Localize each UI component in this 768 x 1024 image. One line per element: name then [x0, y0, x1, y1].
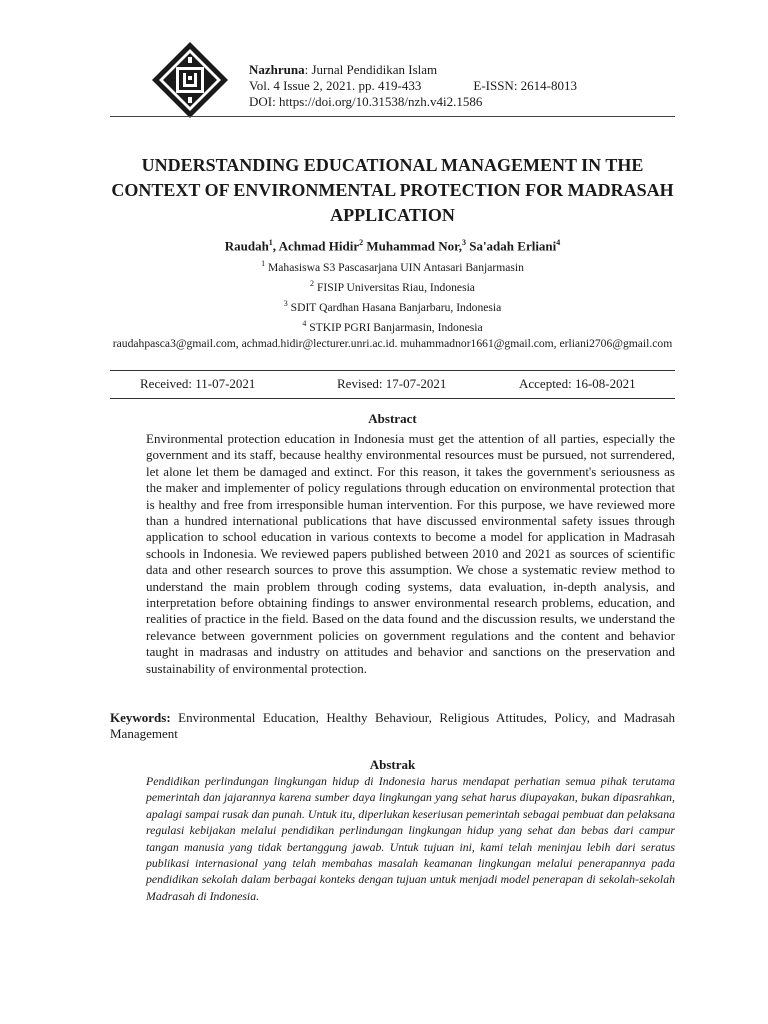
author-sup: 1	[268, 238, 273, 247]
journal-subtitle: : Jurnal Pendidikan Islam	[304, 62, 438, 77]
keywords	[110, 710, 675, 742]
abstract-heading: Abstract	[368, 411, 417, 426]
author-sup: 4	[556, 238, 561, 247]
paper-title: UNDERSTANDING EDUCATIONAL MANAGEMENT IN THE CONTEXT OF ENVIRONMENTAL PROTECTION FOR MADRASAH APPLICATION	[111, 155, 674, 225]
author-name: Muhammad Nor,	[363, 238, 462, 254]
eissn: E-ISSN: 2614-8013	[473, 78, 578, 93]
affiliations	[90, 256, 695, 352]
affiliation-sup: 4	[302, 319, 307, 329]
affiliation-text: STKIP PGRI Banjarmasin, Indonesia	[306, 321, 483, 335]
journal-header	[249, 62, 679, 110]
affiliation	[90, 276, 695, 296]
volume-info: Vol. 4 Issue 2, 2021. pp. 419-433	[249, 78, 422, 93]
keywords-label: Keywords:	[110, 710, 171, 725]
keywords-text: Environmental Education, Healthy Behaviour, Religious Attitudes, Policy, and Madrasah Management	[110, 710, 675, 741]
author-sup: 2	[359, 238, 364, 247]
author-name: Sa'adah Erliani	[465, 238, 557, 254]
abstrak-text: Pendidikan perlindungan lingkungan hidup di Indonesia harus mendapat perhatian semua pihak terutama pemerintah dan jajarannya karena sumber daya lingkungan yang sehat harus diupayakan, bukan dipasrahkan, apalagi sampai rusak dan punah. Untuk itu, diperlukan keseriusan pemerintah sebagai pembuat dan pelaksana regulasi kebijakan melalui pendidikan perlindungan lingkungan hidup yang sehat dan bebas dari campur tangan manusia yang tidak bertanggung jawab. Untuk tujuan ini, kami telah meninjau lebih dari seratus publikasi internasional yang telah membahas masalah keamanan lingkungan melalui penerapannya pada pendidikan sekolah dalam berbagai konteks dengan tujuan untuk menjadi model penerapan di sekolah-sekolah Madrasah di Indonesia.	[146, 774, 675, 903]
header-divider	[110, 116, 675, 117]
received-date: Received: 11-07-2021	[140, 376, 256, 391]
affiliation-text: SDIT Qardhan Hasana Banjarbaru, Indonesia	[287, 300, 502, 314]
accepted-date: Accepted: 16-08-2021	[519, 376, 636, 391]
submission-dates	[110, 370, 675, 399]
author-emails[interactable]: raudahpasca3@gmail.com, achmad.hidir@lecturer.unri.ac.id. muhammadnor1661@gmail.com, erliani2706@gmail.com	[112, 337, 673, 351]
affiliation-text: Mahasiswa S3 Pascasarjana UIN Antasari Banjarmasin	[265, 260, 524, 274]
author-name: , Achmad Hidir	[272, 238, 360, 254]
author-sup: 3	[461, 238, 466, 247]
affiliation-sup: 1	[261, 259, 266, 268]
affiliation-sup: 2	[310, 279, 315, 289]
journal-name-row	[249, 62, 679, 78]
journal-name: Nazhruna	[249, 62, 305, 77]
affiliation-sup: 3	[283, 299, 288, 309]
affiliation	[90, 256, 695, 276]
author-name: Raudah	[224, 238, 269, 254]
doi[interactable]: DOI: https://doi.org/10.31538/nzh.v4i2.1586	[249, 94, 483, 109]
abstract-text: Environmental protection education in Indonesia must get the attention of all parties, especially the government and its staff, because healthy environmental resources must be pursued, not surrendered, let alone let them be damaged and extinct. For this reason, it takes the government's seriousness as the maker and implementer of policy regulations through education on environmental protection that is healthy and free from irresponsible human intervention. For this purpose, we have reviewed more than a hundred international publications that have discussed environmental safety issues through application to school education in various contexts to become a model for application in Madrasah schools in Indonesia. We reviewed papers published between 2010 and 2021 as sources of scientific data and other research sources to prove this assumption. We chose a systematic review method to understand the main problem through coding systems, data evaluation, in-depth analysis, and interpretation before obtaining findings to answer environmental research problems, education, and realities of practice in the field. Based on the data found and the discussion results, we understand the relevance between government policies on government regulations and the content and behavior taught in madrasas and industry on attitudes and behavior and sanctions on the preservation and sustainability of environmental protection.	[146, 431, 675, 676]
revised-date: Revised: 17-07-2021	[337, 376, 447, 391]
author-list	[110, 238, 675, 254]
abstrak-heading: Abstrak	[369, 757, 416, 772]
affiliation	[90, 296, 695, 316]
volume-row	[249, 78, 679, 94]
affiliation	[90, 316, 695, 336]
affiliation-text: FISIP Universitas Riau, Indonesia	[314, 280, 475, 294]
journal-logo	[150, 40, 230, 120]
